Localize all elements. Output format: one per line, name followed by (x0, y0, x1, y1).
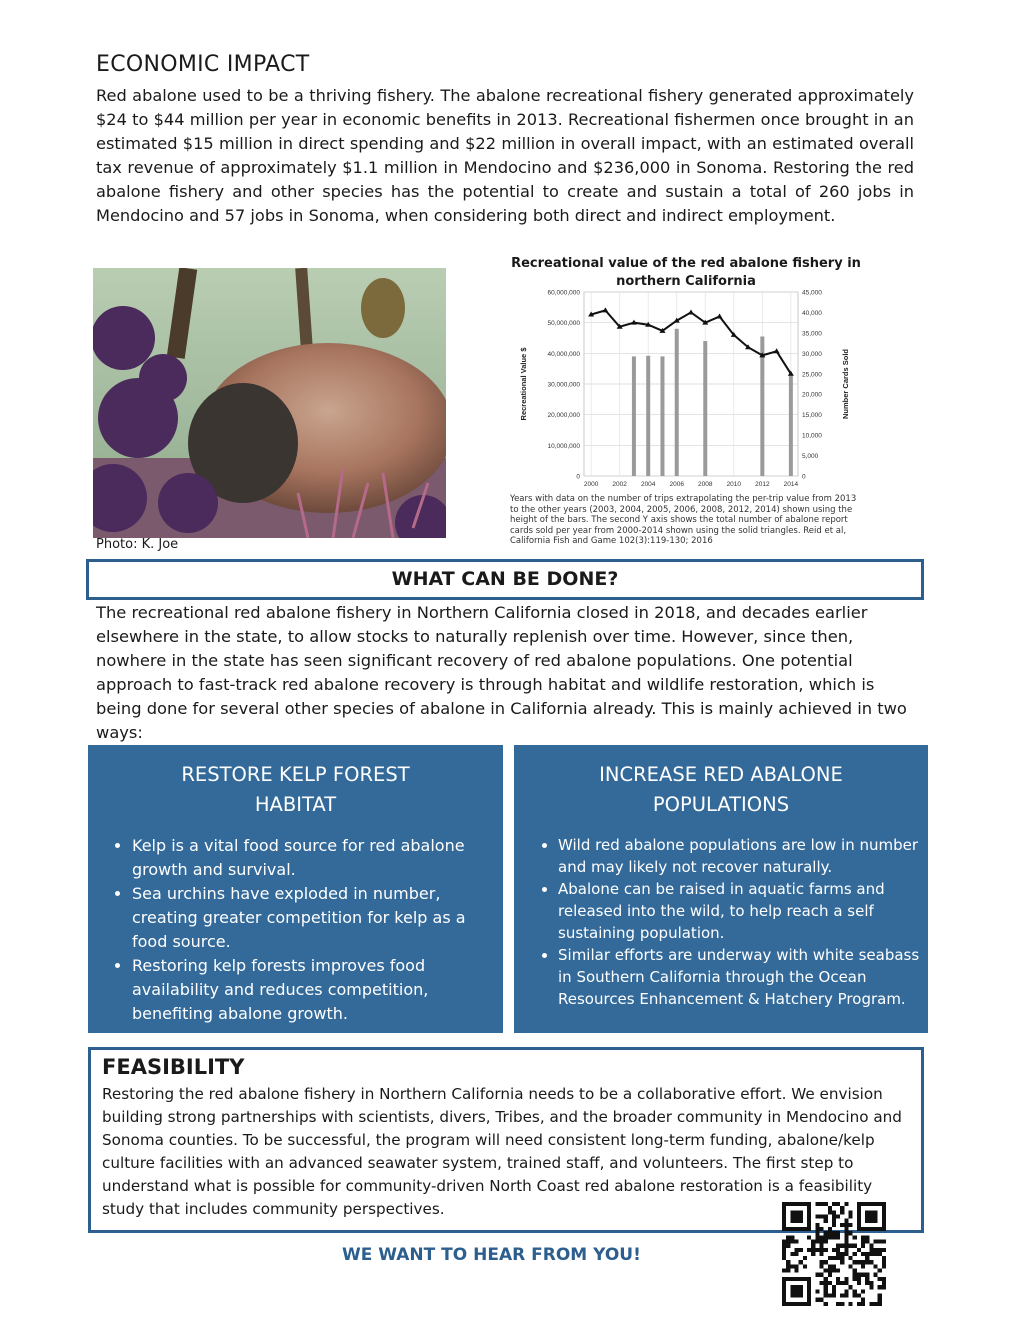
feasibility-heading: FEASIBILITY (102, 1055, 245, 1079)
increase-abalone-list (514, 834, 928, 1010)
y2-tick-label: 0 (802, 473, 806, 481)
call-to-action: WE WANT TO HEAR FROM YOU! (342, 1245, 641, 1265)
bar (703, 341, 707, 476)
x-tick-label: 2004 (640, 481, 656, 488)
x-tick-label: 2010 (726, 481, 742, 488)
bar (789, 375, 793, 476)
restore-kelp-heading-line1: RESTORE KELP FOREST (181, 763, 410, 786)
recreational-value-chart (508, 280, 864, 492)
photo-credit: Photo: K. Joe (96, 537, 179, 552)
y-tick-label: 30,000,000 (547, 381, 580, 389)
restore-kelp-heading (88, 760, 503, 820)
y2-tick-label: 15,000 (802, 412, 822, 420)
increase-abalone-panel (514, 745, 928, 1033)
x-tick-label: 2000 (583, 481, 599, 488)
y2-tick-label: 5,000 (802, 453, 819, 461)
list-item: • Abalone can be raised in aquatic farms and released into the wild, to help reach a self sustaining population. (558, 878, 928, 944)
restore-kelp-panel (88, 745, 503, 1033)
bar (660, 356, 664, 476)
x-tick-label: 2002 (612, 481, 627, 488)
increase-abalone-heading-line1: INCREASE RED ABALONE (599, 763, 843, 786)
y-tick-label: 40,000,000 (547, 350, 580, 358)
y-tick-label: 20,000,000 (547, 412, 580, 420)
y-tick-label: 10,000,000 (547, 442, 580, 450)
list-item: • Restoring kelp forests improves food availability and reduces competition, benefiting abalone growth. (132, 954, 503, 1026)
list-item: • Wild red abalone populations are low in number and may likely not recover naturally. (558, 834, 928, 878)
restore-kelp-heading-line2: HABITAT (254, 793, 337, 816)
list-item: • Similar efforts are underway with white seabass in Southern California through the Ocean Resources Enhancement & Hatchery Program. (558, 944, 928, 1010)
y2-tick-label: 25,000 (802, 371, 822, 379)
list-item: • Sea urchins have exploded in number, creating greater competition for kelp as a food source. (132, 882, 503, 954)
bar (646, 356, 650, 476)
y-tick-label: 50,000,000 (547, 320, 580, 328)
bar (632, 356, 636, 476)
what-can-be-done-heading: WHAT CAN BE DONE? (391, 568, 619, 590)
y2-tick-label: 30,000 (802, 350, 822, 358)
y-tick-label: 60,000,000 (547, 289, 580, 297)
y2-tick-label: 20,000 (802, 391, 822, 399)
restore-kelp-list (88, 834, 503, 1026)
bar (675, 329, 679, 476)
x-tick-label: 2012 (755, 481, 770, 488)
increase-abalone-heading (514, 760, 928, 820)
increase-abalone-heading-line2: POPULATIONS (652, 793, 790, 816)
x-tick-label: 2014 (783, 481, 799, 488)
chart-grid (584, 292, 798, 476)
abalone-photo (93, 268, 446, 538)
what-can-be-done-text: The recreational red abalone fishery in Northern California closed in 2018, and decades earlier elsewhere in the state, to allow stocks to naturally replenish over time. However, since then, nowhere in the state has seen significant recovery of red abalone populations. One potential approach to fast-track red abalone recovery is through habitat and wildlife restoration, which is being done for several other species of abalone in California already. This is mainly achieved in two ways: (96, 603, 907, 742)
chart-caption: Years with data on the number of trips extrapolating the per-trip value from 2013 to the other years (2003, 2004, 2005, 2006, 2008, 2012, 2014) shown using the height of the bars. The second Y axis shows the total number of abalone report cards sold per year from 2000-2014 shown using the solid triangles. Reid et al, California Fish and Game 102(3):119-130; 2016 (510, 494, 857, 546)
y2-tick-label: 10,000 (802, 432, 822, 440)
y2-tick-label: 40,000 (802, 309, 822, 317)
economic-impact-heading: ECONOMIC IMPACT (96, 52, 310, 77)
y-axis-label: Recreational Value $ (519, 347, 528, 421)
x-tick-label: 2006 (669, 481, 684, 488)
economic-impact-text: Red abalone used to be a thriving fishery. The abalone recreational fishery generated approximately $24 to $44 million per year in economic benefits in 2013. Recreational fishermen once brought in an estimated $15 million in direct spending and $22 million in overall impact, with an estimated overall tax revenue of approximately $1.1 million in Mendocino and $236,000 in Sonoma. Restoring the red abalone fishery and other species has the potential to create and sustain a total of 260 jobs in Mendocino and 57 jobs in Sonoma, when considering both direct and indirect employment. (96, 86, 914, 225)
x-tick-label: 2008 (698, 481, 713, 488)
y2-axis-label: Number Cards Sold (841, 348, 850, 420)
list-item: • Kelp is a vital food source for red abalone growth and survival. (132, 834, 503, 882)
feasibility-text: Restoring the red abalone fishery in Northern California needs to be a collaborative effort. We envision building strong partnerships with scientists, divers, Tribes, and the broader community in Mendocino and Sonoma counties. To be successful, the program will need consistent long-term funding, abalone/kelp culture facilities with an advanced seawater system, trained staff, and volunteers. The first step to understand what is possible for community-driven North Coast red abalone restoration is a feasibility study that includes community perspectives. (102, 1085, 902, 1218)
bar (760, 336, 764, 476)
y2-tick-label: 35,000 (802, 330, 822, 338)
y2-tick-label: 45,000 (802, 289, 822, 297)
y-tick-label: 0 (576, 473, 580, 481)
qr-code-icon[interactable] (782, 1202, 886, 1306)
chart-title: Recreational value of the red abalone fishery in northern California (511, 256, 861, 289)
